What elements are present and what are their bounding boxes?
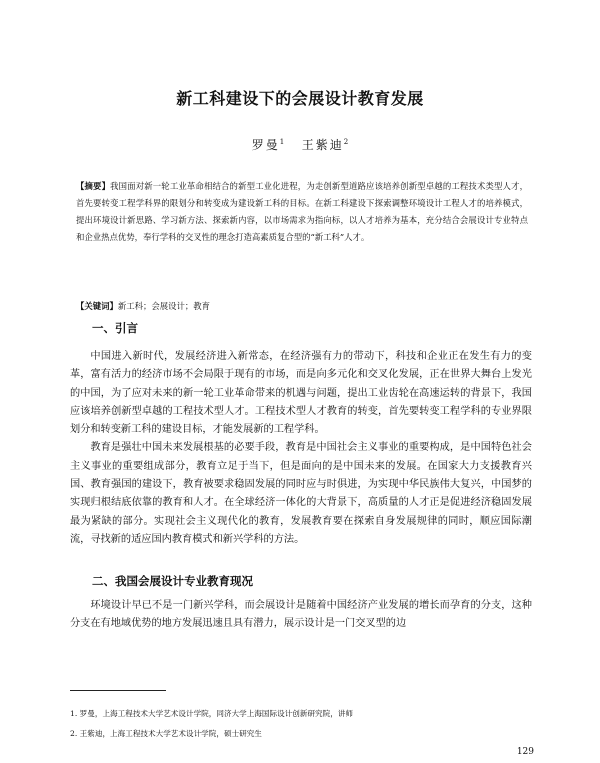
- author-line: [0, 136, 600, 153]
- paper-title: 新工科建设下的会展设计教育发展: [176, 89, 424, 108]
- section-heading-current-status: 二、我国会展设计专业教育现况: [92, 574, 253, 588]
- author-affiliation-mark: 1: [279, 138, 285, 146]
- page-number: 129: [516, 747, 534, 757]
- paragraph: 环境设计早已不是一门新兴学科，而会展设计是随着中国经济产业发展的增长而孕育的分支，这种分支在有地域优势的地方发展迅速且具有潜力，展示设计是一门交叉型的边: [70, 600, 532, 630]
- abstract: [76, 178, 528, 246]
- section-body-current-status: [70, 597, 532, 634]
- footnote: 2. 王紫迪，上海工程技术大学艺术设计学院，硕士研究生: [70, 729, 262, 738]
- footnote: 1. 罗曼，上海工程技术大学艺术设计学院，同济大学上海国际设计创新研究院，讲师: [70, 709, 354, 718]
- author-name: 罗曼: [251, 138, 280, 152]
- paragraph: 中国进入新时代，发展经济进入新常态，在经济强有力的带动下，科技和企业正在发生有力的变革，富有活力的经济市场不会局限于现有的市场，而是向多元化和交叉化发展，正在世界大舞台上发光的中国，为了应对未来的新一轮工业革命带来的机遇与问题，提出工业齿轮在高速运转的背景下，我国应该培养创新型卓越的工程技术型人才。工程技术型人才教育的转变，首先要转变工程学科的专业界限划分和转变新工科的建设目标，才能发展新的工程学科。: [70, 351, 532, 436]
- abstract-text: 我国面对新一轮工业革命相结合的新型工业化进程，为走创新型道路应该培养创新型卓越的工程技术类型人才，首先要转变工程学科界的限划分和转变成为建设新工科的目标。在新工科建设下探索调整环境设计工程人才的培养模式，提出环境设计新思路、学习新方法、探索新内容，以市场需求为指向标，以人才培养为基本，充分结合会展设计专业特点和企业热点优势，奉行学科的交叉性的理念打造高素质复合型的“新工科”人才。: [76, 181, 528, 242]
- keywords-text: 新工科；会展设计；教育: [117, 301, 210, 311]
- paragraph: 教育是强壮中国未来发展根基的必要手段，教育是中国社会主义事业的重要构成，是中国特色社会主义事业的重要组成部分，教育立足于当下，但是面向的是中国未来的发展。在国家大力支援教育兴国、教育强国的建设下，教育被要求稳固发展的同时应与时俱进，为实现中华民族伟大复兴，中国梦的实现归根结底依靠的教育和人才。在全球经济一体化的大背景下，高质量的人才正是促进经济稳固发展最为紧缺的部分。实现社会主义现代化的教育，发展教育要在探索自身发展规律的同时，顺应国际潮流，寻找新的适应国内教育模式和新兴学科的方法。: [70, 442, 532, 545]
- section-heading-introduction: 一、引言: [92, 321, 138, 335]
- author-affiliation-mark: 2: [343, 138, 349, 146]
- author-name: 王紫迪: [301, 138, 344, 152]
- footnote-divider: [70, 690, 166, 691]
- keywords-label: 【关键词】: [76, 301, 118, 311]
- abstract-label: 【摘要】: [76, 181, 111, 191]
- section-body-introduction: [70, 348, 532, 549]
- keywords: [76, 298, 528, 315]
- footnotes: [70, 704, 540, 744]
